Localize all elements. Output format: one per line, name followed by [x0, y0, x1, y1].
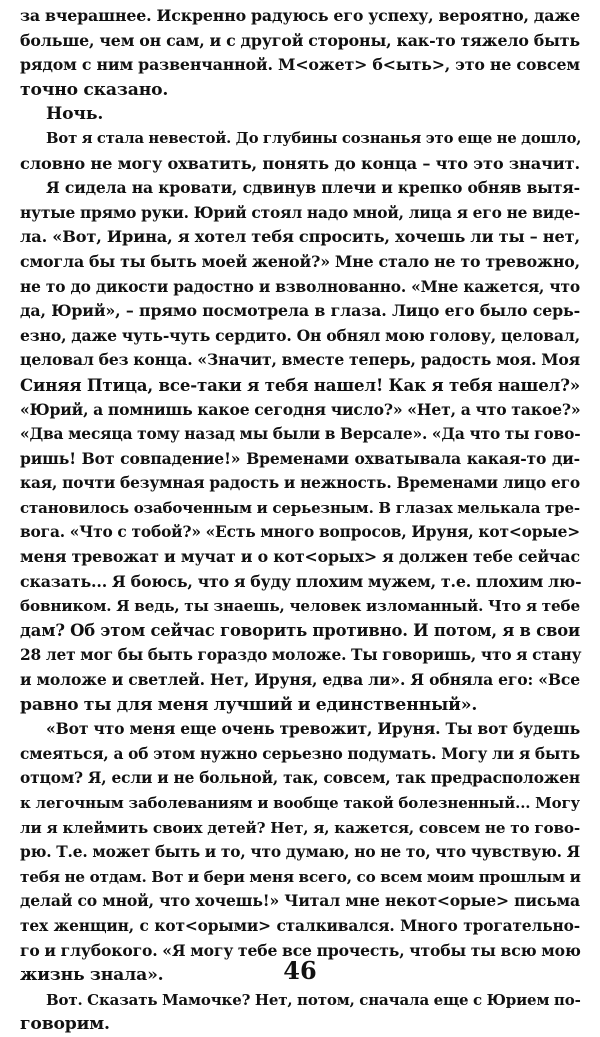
text-line: словно не могу охватить, понять до конца – что это значит. — [20, 153, 580, 173]
text-line: тех женщин, с кот<орыми> сталкивался. Много трогательно- — [20, 916, 580, 935]
text-line: Ночь. — [46, 104, 104, 125]
text-line: тебя не отдам. Вот и бери меня всего, со всем моим прошлым и — [20, 867, 581, 886]
text-line: меня тревожат и мучат и о кот<орых> я должен тебе сейчас — [20, 547, 580, 567]
text-line: рю. Т.е. может быть и то, что думаю, но не то, что чувствую. Я — [20, 843, 580, 862]
page-text — [20, 4, 580, 1037]
text-line: отцом? Я, если и не больной, так, совсем, так предрасположен — [20, 769, 580, 788]
text-line: говорим. — [20, 1014, 110, 1035]
text-line: Вот. Сказать Мамочке? Нет, потом, сначала еще с Юрием по- — [46, 990, 581, 1009]
text-line: Я сидела на кровати, сдвинув плечи и крепко обняв вытя- — [46, 178, 580, 198]
text-line: дам? Об этом сейчас говорить противно. И потом, я в свои — [20, 620, 580, 640]
text-line: не то до дикости радостно и взволнованно. «Мне кажется, что — [20, 277, 580, 296]
text-line: делай со мной, что хочешь!» Читал мне некот<орые> письма — [20, 891, 580, 911]
text-line: 28 лет мог бы быть гораздо моложе. Ты говоришь, что я стану — [20, 646, 582, 665]
text-line: становилось озабоченным и серьезным. В глазах мелькала тре- — [20, 498, 580, 517]
text-line: «Вот что меня еще очень тревожит, Ируня. Ты вот будешь — [46, 719, 580, 739]
text-line: рядом с ним развенчанной. М<ожет> б<ыть>, это не совсем — [20, 55, 580, 75]
text-line: нутые прямо руки. Юрий стоял надо мной, лица я его не виде- — [20, 203, 580, 222]
text-line: кая, почти безумная радость и нежность. Временами лицо его — [20, 474, 580, 493]
text-line: ришь! Вот совпадение!» Временами охватывала какая-то ди- — [20, 448, 580, 468]
text-line: «Юрий, а помнишь какое сегодня число?» «Нет, а что такое?» — [20, 399, 581, 419]
text-line: равно ты для меня лучший и единственный». — [20, 694, 478, 715]
text-line: ли я клеймить своих детей? Нет, я, кажется, совсем не то гово- — [20, 818, 580, 837]
text-line: за вчерашнее. Искренно радуюсь его успеху, вероятно, даже — [20, 6, 580, 25]
text-line: езно, даже чуть-чуть сердито. Он обнял мою голову, целовал, — [20, 325, 580, 345]
text-line: к легочным заболеваниям и вообще такой болезненный... Могу — [20, 794, 580, 812]
page-number: 46 — [283, 956, 317, 985]
text-line: Синяя Птица, все-таки я тебя нашел! Как я тебя нашел?» — [20, 374, 580, 395]
text-line: сказать... Я боюсь, что я буду плохим мужем, т.е. плохим лю- — [20, 571, 582, 591]
text-line: смогла бы ты быть моей женой?» Мне стало не то тревожно, — [20, 251, 580, 271]
text-line: жизнь знала». — [20, 965, 164, 986]
book-page — [20, 4, 582, 1035]
text-line: целовал без конца. «Значит, вместе теперь, радость моя. Моя — [20, 350, 580, 370]
text-line: бовником. Я ведь, ты знаешь, человек изломанный. Что я тебе — [20, 597, 580, 616]
text-line: да, Юрий», – прямо посмотрела в глаза. Лицо его было серь- — [20, 301, 580, 321]
text-line: Вот я стала невестой. До глубины сознанья это еще не дошло, — [46, 129, 582, 147]
text-line: «Два месяца тому назад мы были в Версале». «Да что ты гово- — [20, 425, 581, 444]
text-line: ла. «Вот, Ирина, я хотел тебя спросить, хочешь ли ты – нет, — [20, 227, 580, 247]
text-line: и моложе и светлей. Нет, Ируня, едва ли». Я обняла его: «Все — [20, 670, 580, 690]
text-line: смеяться, а об этом нужно серьезно подумать. Могу ли я быть — [20, 744, 580, 763]
text-line: вога. «Что с тобой?» «Есть много вопросов, Ируня, кот<орые> — [20, 523, 580, 542]
text-line: го и глубокого. «Я могу тебе все прочесть, чтобы ты всю мою — [20, 940, 581, 960]
text-line: больше, чем он сам, и с другой стороны, как-то тяжело быть — [20, 30, 580, 50]
text-line: точно сказано. — [20, 79, 169, 100]
